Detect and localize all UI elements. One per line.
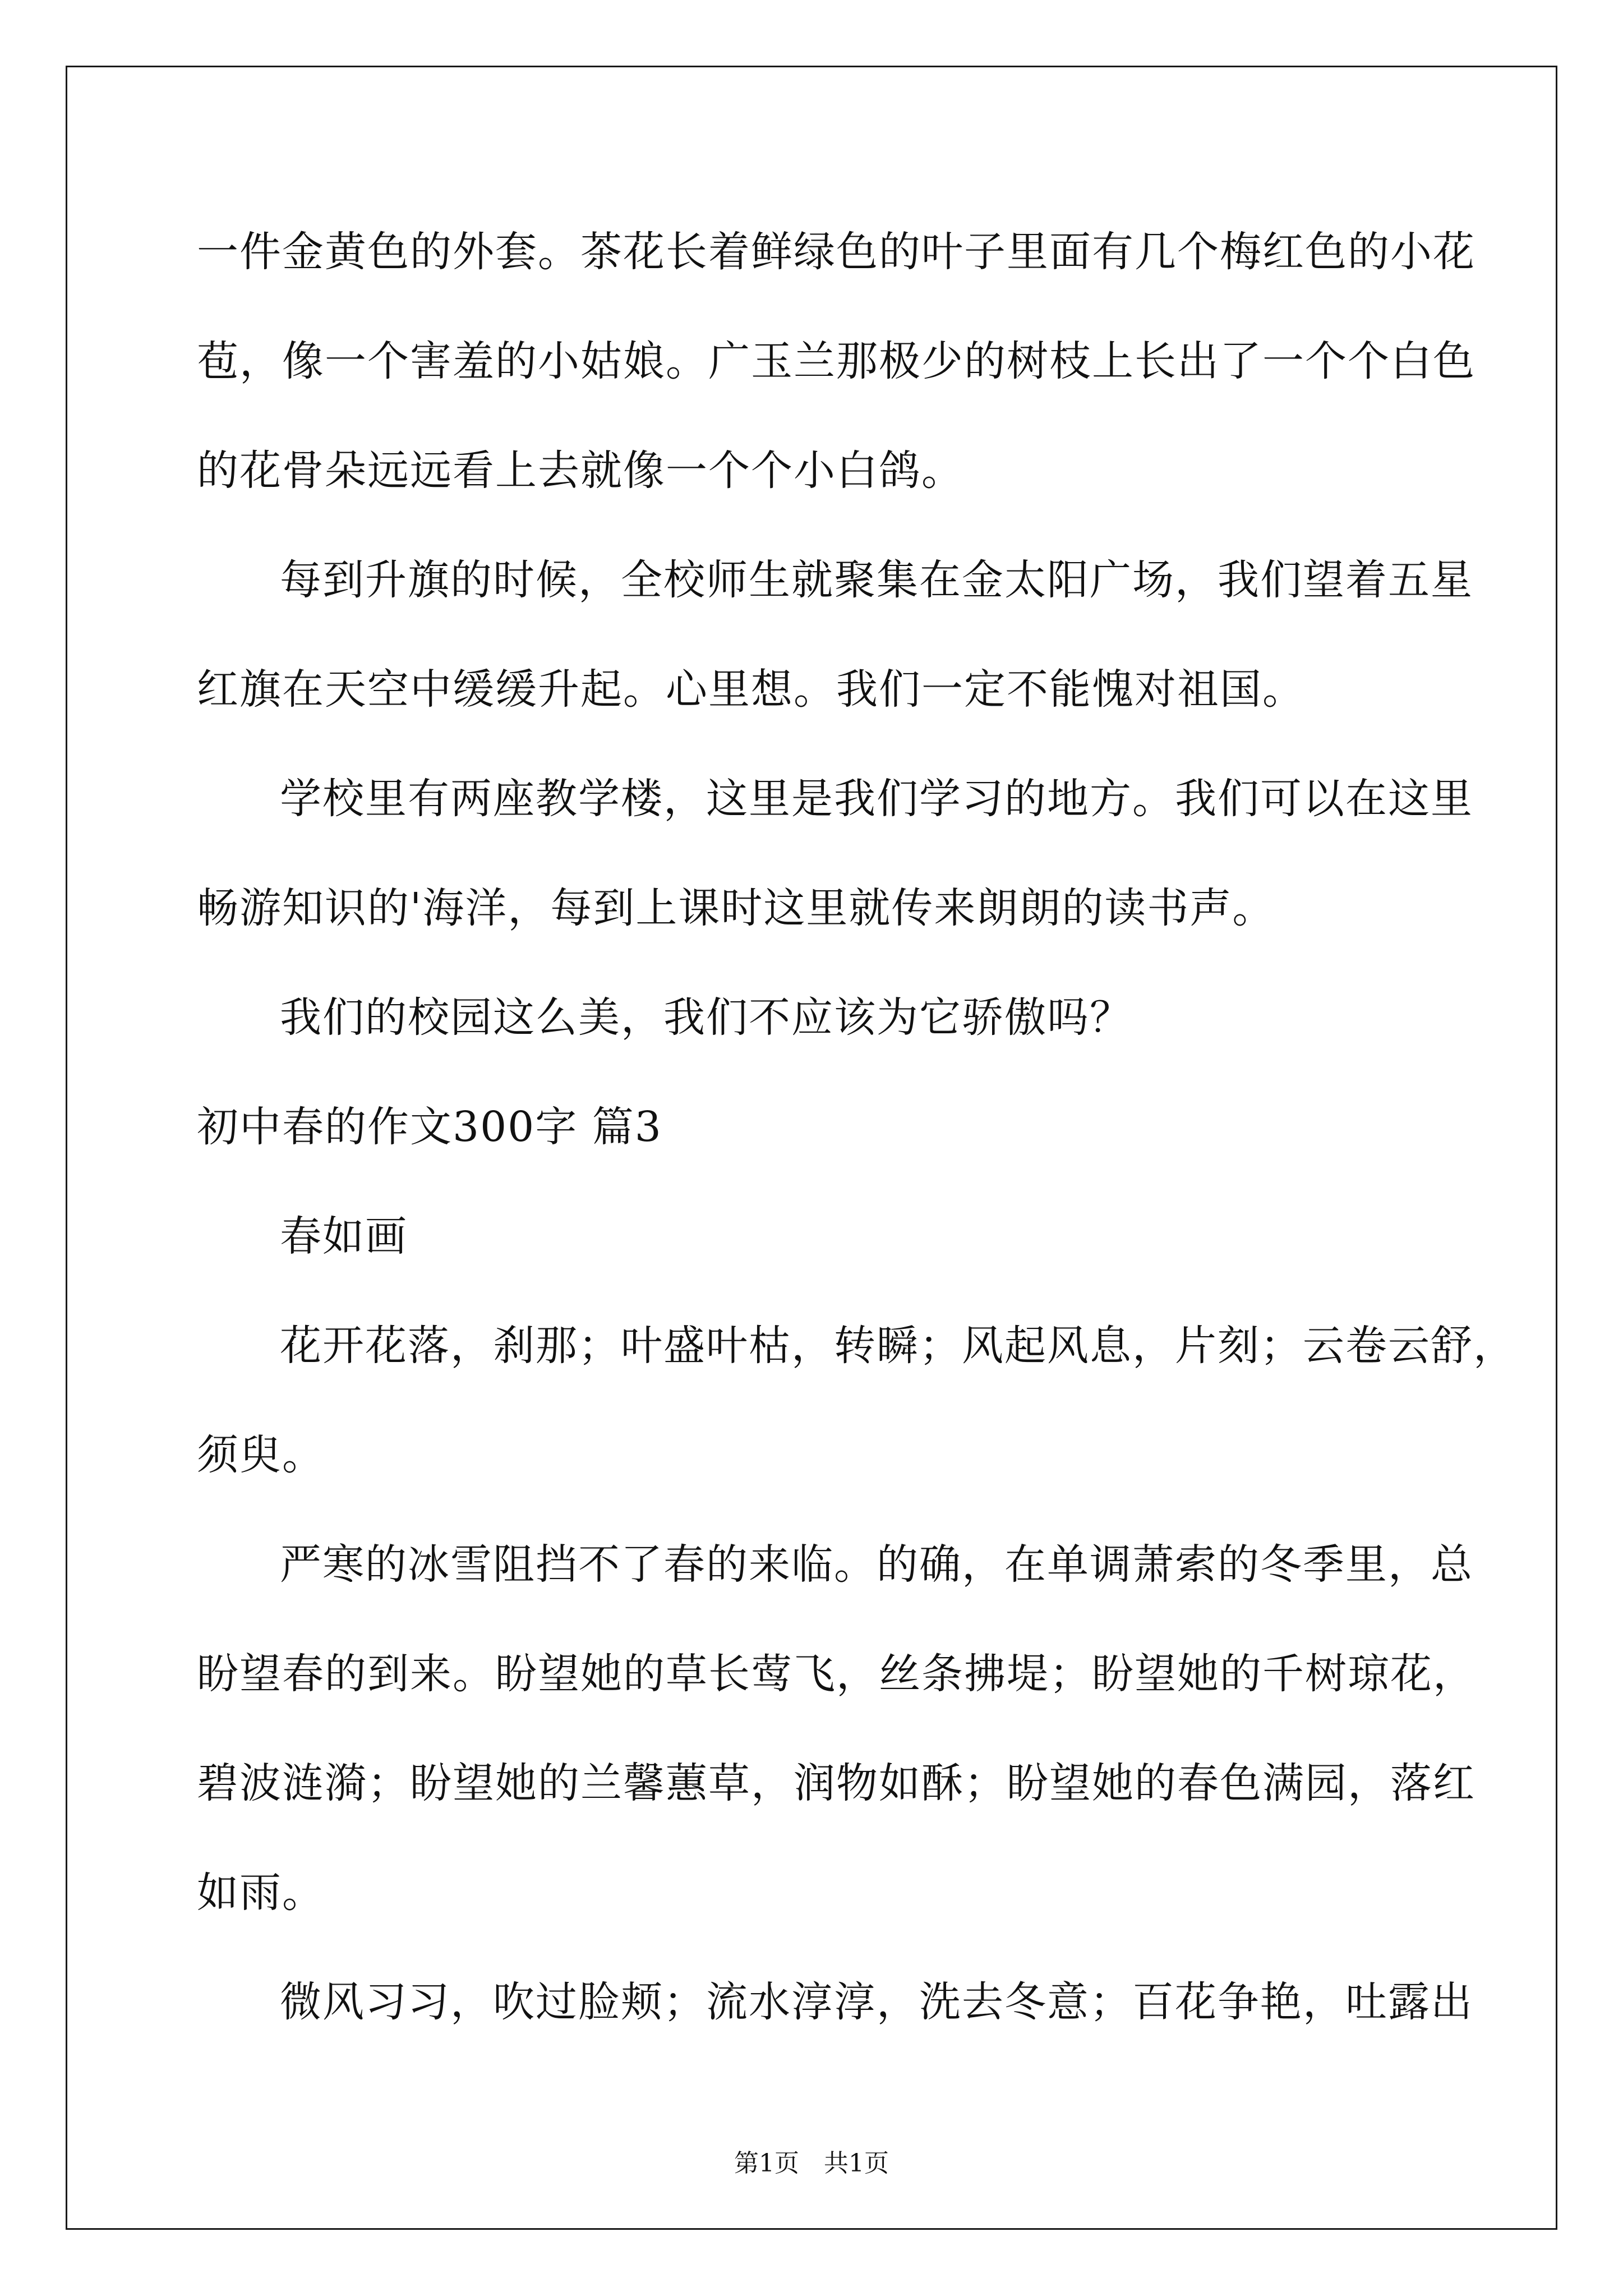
text-line: 每到升旗的时候，全校师生就聚集在金太阳广场，我们望着五星 bbox=[280, 556, 1473, 604]
text-line: 畅游知识的'海洋，每到上课时这里就传来朗朗的读书声。 bbox=[197, 884, 1275, 932]
text-line: 碧波涟漪；盼望她的兰馨蕙草，润物如酥；盼望她的春色满园，落红 bbox=[197, 1759, 1476, 1807]
text-line: 红旗在天空中缓缓升起。心里想。我们一定不能愧对祖国。 bbox=[197, 665, 1305, 714]
text-line: 微风习习，吹过脸颊；流水淳淳，洗去冬意；百花争艳，吐露出 bbox=[280, 1978, 1473, 2026]
text-line: 苞，像一个害羞的小姑娘。广玉兰那极少的树枝上长出了一个个白色 bbox=[197, 337, 1476, 385]
page-number-footer: 第1页 共1页 bbox=[734, 2149, 889, 2178]
text-line: 学校里有两座教学楼，这里是我们学习的地方。我们可以在这里 bbox=[280, 775, 1473, 823]
text-line: 须臾。 bbox=[197, 1431, 325, 1479]
text-line: 花开花落，刹那；叶盛叶枯，转瞬；风起风息，片刻；云卷云舒， bbox=[280, 1322, 1516, 1370]
text-line: 如雨。 bbox=[197, 1869, 325, 1917]
text-line: 一件金黄色的外套。茶花长着鲜绿色的叶子里面有几个梅红色的小花 bbox=[197, 228, 1476, 276]
section-heading: 初中春的作文300字 篇3 bbox=[197, 1103, 662, 1151]
text-line: 盼望春的到来。盼望她的草长莺飞，丝条拂堤；盼望她的千树琼花， bbox=[197, 1650, 1476, 1698]
text-line: 严寒的冰雪阻挡不了春的来临。的确，在单调萧索的冬季里，总 bbox=[280, 1540, 1473, 1589]
essay-title: 春如画 bbox=[280, 1212, 408, 1260]
text-line: 我们的校园这么美，我们不应该为它骄傲吗？ bbox=[280, 993, 1132, 1042]
text-line: 的花骨朵远远看上去就像一个个小白鸽。 bbox=[197, 447, 964, 495]
